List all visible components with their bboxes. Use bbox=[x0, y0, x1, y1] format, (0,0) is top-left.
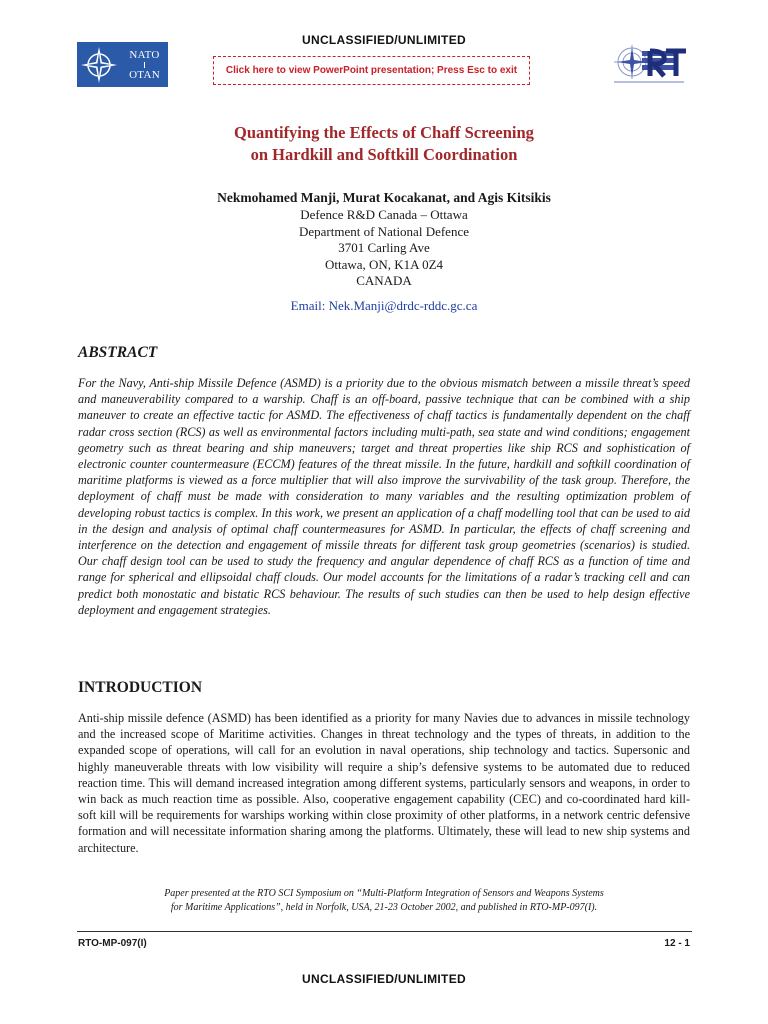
powerpoint-link-button[interactable]: Click here to view PowerPoint presentation; Press Esc to exit bbox=[213, 56, 530, 85]
introduction-heading: INTRODUCTION bbox=[78, 679, 203, 696]
otan-text: OTAN bbox=[129, 68, 160, 81]
affiliation-line: Ottawa, ON, K1A 0Z4 bbox=[324, 256, 444, 272]
footnote-line: for Maritime Applications”, held in Norfolk, USA, 21-23 October 2002, and published in RTO-MP-097(I). bbox=[170, 901, 598, 913]
abstract-heading: ABSTRACT bbox=[78, 344, 158, 361]
document-number: RTO-MP-097(I) bbox=[78, 938, 147, 949]
nato-logo bbox=[77, 42, 168, 87]
footnote-line: Paper presented at the RTO SCI Symposium on “Multi-Platform Integration of Sensors and Weapons Systems bbox=[164, 888, 604, 899]
classification-bottom: UNCLASSIFIED/UNLIMITED bbox=[302, 972, 466, 986]
paper-title-line1: Quantifying the Effects of Chaff Screening bbox=[234, 123, 534, 142]
page-number: 12 - 1 bbox=[664, 938, 690, 949]
affiliation-line: Department of National Defence bbox=[298, 223, 469, 239]
footer-divider bbox=[77, 931, 692, 932]
authors: Nekmohamed Manji, Murat Kocakanat, and Agis Kitsikis bbox=[217, 190, 551, 205]
abstract-text: For the Navy, Anti-ship Missile Defence (ASMD) is a priority due to the obvious mismatch between a missile threat’s speed and maneuverability compared to a warship. Chaff is an off-board, passive technique that can be combined with a ship maneuver to create an effective tactic for ASMD. The effectiveness of chaff tactics is fundamentally dependent on the chaff radar cross section (RCS) as well as environmental factors including multi-path, sea state and wind conditions; engagement geometry such as threat bearing and ship maneuvers; target and threat properties like ship RCS and sophistication of electronic counter countermeasure (ECCM) features of the threat missile. In the future, hardkill and softkill coordination of maritime platforms is viewed as a force multiplier that will also improve the survivability of the task group. Therefore, the deployment of chaff must be made with consideration to many variables and the resulting optimization problem of developing robust tactics is complex. In this work, we present an application of a chaff modelling tool that can be used to aid in the design and analysis of optimal chaff countermeasures for ASMD. In particular, the effects of chaff screening and interference on the detection and engagement of missile threats for different task group geometries (scenarios) is studied. Our chaff design tool can be used to study the frequency and angular dependence of chaff RCS as a function of time and range for spherical and ellipsoidal chaff clouds. Our model accounts for the limitations of a radar’s tracking cell and can predict both monostatic and bistatic RCS behaviour. The results of such studies can then be used to help design effective deployment and engagement strategies. bbox=[78, 376, 690, 617]
paper-title-line2: on Hardkill and Softkill Coordination bbox=[250, 145, 518, 164]
introduction-text: Anti-ship missile defence (ASMD) has been identified as a priority for many Navies due to advances in missile technology and the increased scope of Maritime activities. Changes in threat technology and the types of threats, in addition to the expanded scope of operations, will call for an evolution in naval operations, ship technology and tactics. Supersonic and highly maneuverable threats with low visibility will require a ship’s defensive systems to be automated due to reduced reaction time. This will demand increased integration among different systems, particularly sensors and weapons, in order to win back as much reaction time as possible. Also, cooperative engagement capability (CEC) and co-coordinated hard kill-soft kill will be requirements for warships working within close proximity of other platforms, in a network centric defensive formation and will necessitate information sharing among the platforms. Ultimately, these will lead to new ship systems and architecture. bbox=[78, 711, 690, 855]
affiliation-line: 3701 Carling Ave bbox=[338, 240, 430, 255]
affiliation-line: CANADA bbox=[356, 273, 412, 288]
email-link[interactable]: Email: Nek.Manji@drdc-rddc.gc.ca bbox=[290, 298, 478, 313]
affiliation-line: Defence R&D Canada – Ottawa bbox=[300, 207, 468, 222]
nato-compass-star-icon bbox=[77, 42, 121, 87]
rto-logo-icon bbox=[606, 42, 692, 88]
presentation-footnote bbox=[78, 887, 690, 914]
nato-text: NATO bbox=[129, 48, 160, 61]
classification-top: UNCLASSIFIED/UNLIMITED bbox=[302, 33, 466, 47]
